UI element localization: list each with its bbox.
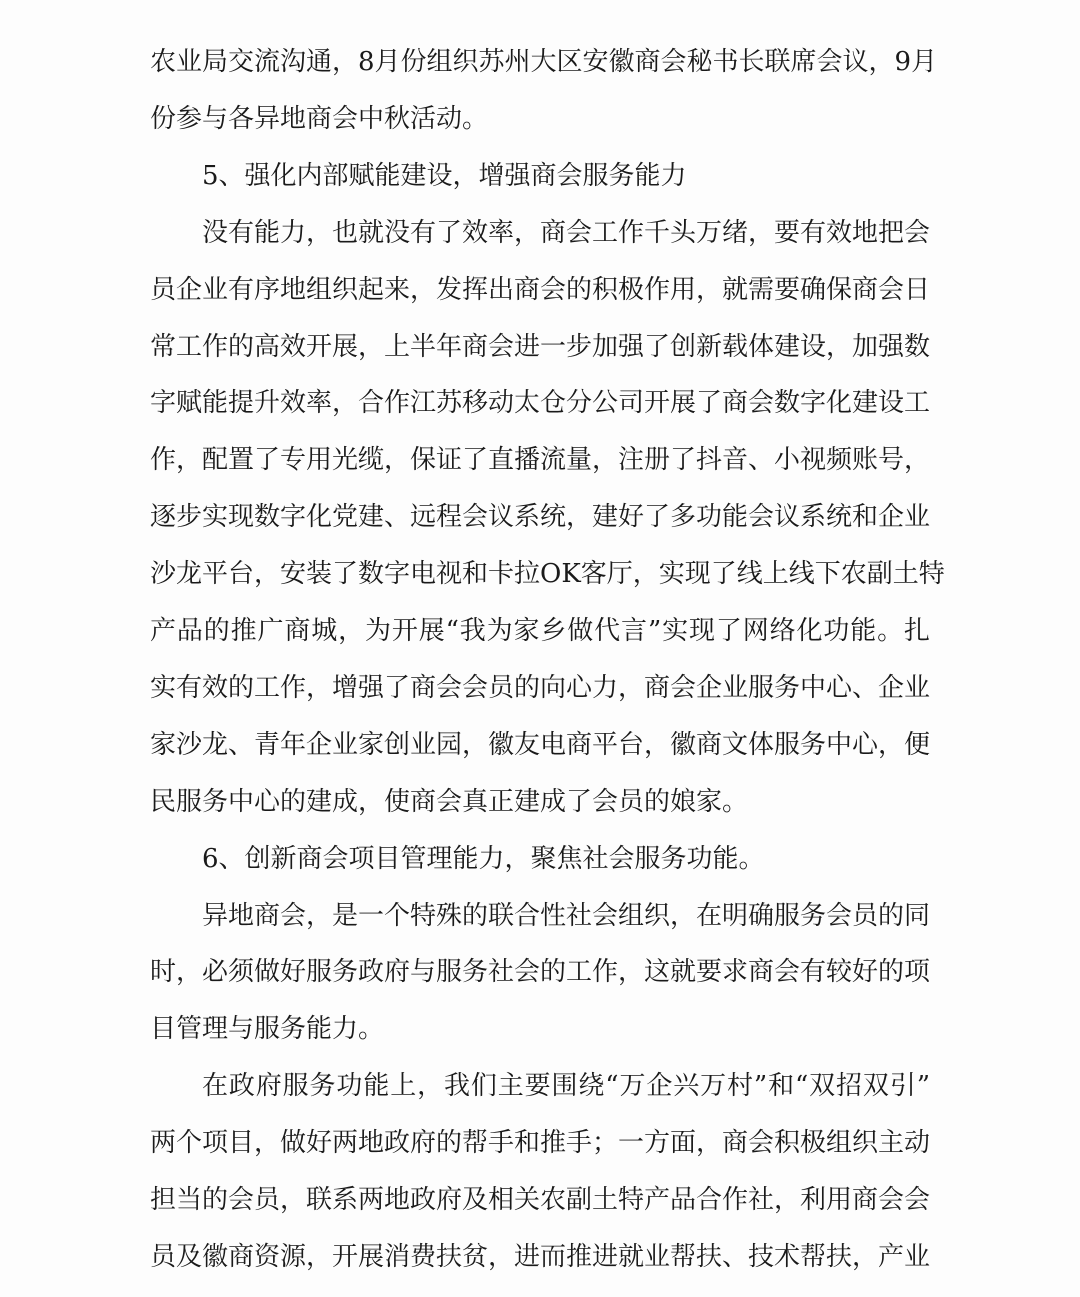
section-heading: 6、创新商会项目管理能力，聚焦社会服务功能。 <box>202 843 765 874</box>
text-line: 员及徽商资源，开展消费扶贫，进而推进就业帮扶、技术帮扶，产业 <box>150 1241 931 1272</box>
text-line: 目管理与服务能力。 <box>150 1014 385 1045</box>
text-line: 沙龙平台，安装了数字电视和卡拉OK客厅，实现了线上线下农副土特 <box>150 559 945 590</box>
section-heading: 5、强化内部赋能建设，增强商会服务能力 <box>202 160 687 191</box>
text-line: 逐步实现数字化党建、远程会议系统，建好了多功能会议系统和企业 <box>150 502 931 533</box>
text-line: 产品的推广商城，为开展“我为家乡做代言”实现了网络化功能。扎 <box>150 616 930 646</box>
text-line: 农业局交流沟通，8月份组织苏州大区安徽商会秘书长联席会议，9月 <box>150 47 938 77</box>
text-line: 家沙龙、青年企业家创业园，徽友电商平台，徽商文体服务中心，便 <box>150 729 931 760</box>
text-line: 时，必须做好服务政府与服务社会的工作，这就要求商会有较好的项 <box>150 957 931 988</box>
text-line: 实有效的工作，增强了商会会员的向心力，商会企业服务中心、企业 <box>150 672 931 703</box>
text-line: 作，配置了专用光缆，保证了直播流量，注册了抖音、小视频账号， <box>150 445 931 476</box>
text-line: 民服务中心的建成，使商会真正建成了会员的娘家。 <box>150 786 749 817</box>
text-line: 常工作的高效开展，上半年商会进一步加强了创新载体建设，加强数 <box>150 331 931 362</box>
text-line: 担当的会员，联系两地政府及相关农副土特产品合作社，利用商会会 <box>150 1185 931 1215</box>
text-line: 两个项目，做好两地政府的帮手和推手；一方面，商会积极组织主动 <box>150 1128 931 1159</box>
text-line: 字赋能提升效率，合作江苏移动太仓分公司开展了商会数字化建设工 <box>150 388 931 419</box>
text-line: 员企业有序地组织起来，发挥出商会的积极作用，就需要确保商会日 <box>150 274 931 305</box>
text-line: 异地商会，是一个特殊的联合性社会组织，在明确服务会员的同 <box>202 900 931 931</box>
text-line: 份参与各异地商会中秋活动。 <box>150 103 489 134</box>
text-line: 没有能力，也就没有了效率，商会工作千头万绪，要有效地把会 <box>202 217 931 248</box>
text-line: 在政府服务功能上，我们主要围绕“万企兴万村”和“双招双引” <box>202 1071 930 1102</box>
